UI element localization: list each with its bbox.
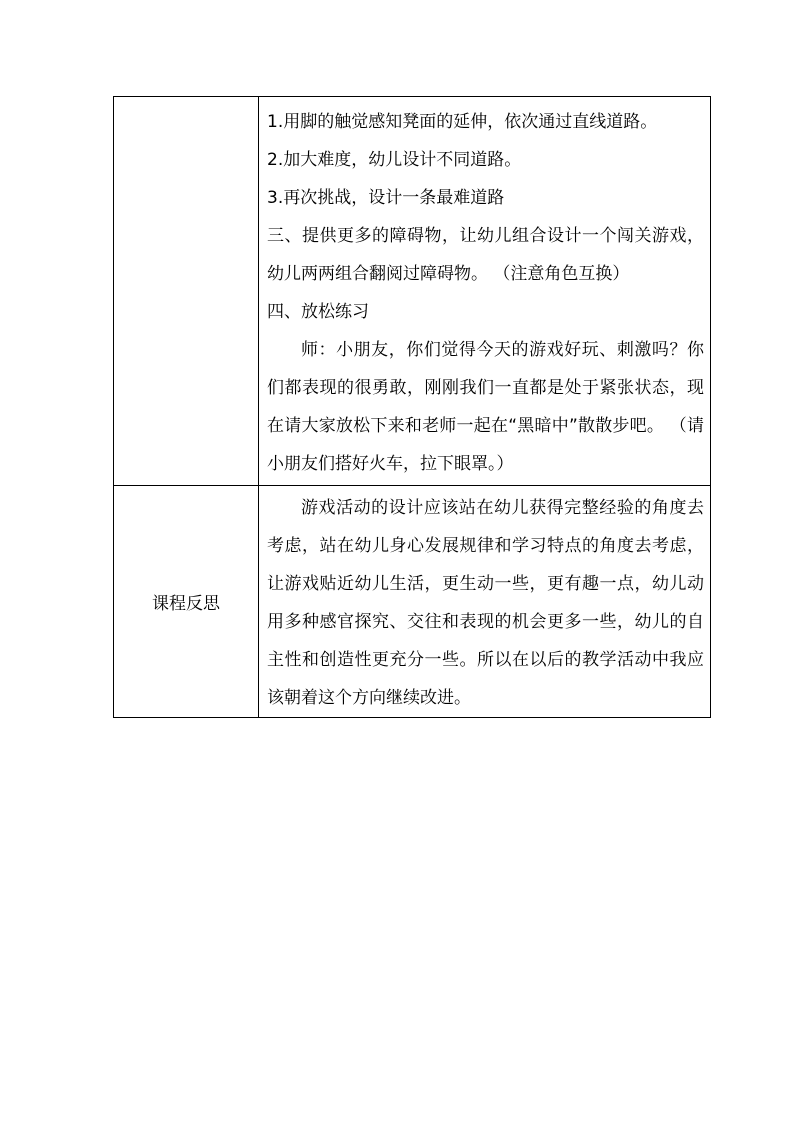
section-three-text: 三、提供更多的障碍物，让幼儿组合设计一个闯关游戏，幼儿两两组合翻阅过障碍物。 （注意角色互换） [267, 225, 704, 284]
teacher-speech-text: 师：小朋友，你们觉得今天的游戏好玩、刺激吗？你们都表现的很勇敢，刚刚我们一直都是处于紧张状态，现在请大家放松下来和老师一起在“黑暗中”散散步吧。 （请小朋友们搭好火车，拉下眼罩。） [267, 339, 704, 474]
course-reflection-content [259, 486, 711, 718]
row-content-cell [259, 97, 711, 486]
step-2-text: 2.加大难度，幼儿设计不同道路。 [267, 149, 522, 170]
course-reflection-label: 课程反思 [114, 486, 259, 718]
lesson-plan-table [113, 96, 711, 718]
section-four-heading: 四、放松练习 [267, 301, 369, 322]
table-row [114, 486, 711, 718]
row-label-cell [114, 97, 259, 486]
reflection-text: 游戏活动的设计应该站在幼儿获得完整经验的角度去考虑，站在幼儿身心发展规律和学习特点的角度去考虑，让游戏贴近幼儿生活，更生动一些，更有趣一点，幼儿动用多种感官探究、交往和表现的机会更多一些，幼儿的自主性和创造性更充分一些。所以在以后的教学活动中我应该朝着这个方向继续改进。 [267, 498, 704, 708]
step-3-text: 3.再次挑战，设计一条最难道路 [267, 187, 505, 208]
step-1-text: 1.用脚的触觉感知凳面的延伸，依次通过直线道路。 [267, 111, 658, 132]
table-row [114, 97, 711, 486]
